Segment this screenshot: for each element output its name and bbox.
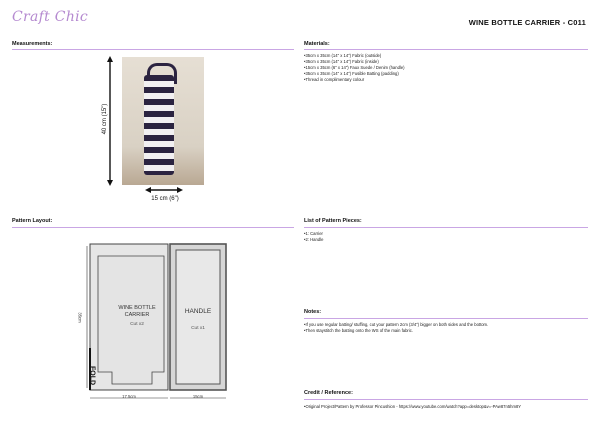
measurements-rule <box>12 49 294 50</box>
notes-list <box>304 322 588 334</box>
pattern-layout-rule <box>12 227 294 228</box>
note-item: • If you use regular batting/ stuffing, cut your pattern 2cm (3/4") bigger on both sides and the bottom. <box>304 322 588 328</box>
carrier-label-line1: WINE BOTTLE <box>118 305 156 311</box>
credit-item: • Original Project/Pattern by Professor Pincushion - https://www.youtube.com/watch?app=desktop&v=-PAw87n5hm8Y <box>304 404 588 410</box>
carrier-label-line2: CARRIER <box>124 312 150 318</box>
fold-label: FOLD <box>88 365 96 386</box>
material-item: • 15cm x 35cm (6" x 14") Faux Suede / Denim (handle) <box>304 65 588 71</box>
carrier-cut-label: Cut x2 <box>130 322 144 327</box>
pattern-pieces-list <box>304 231 588 243</box>
pattern-pieces-rule <box>304 227 588 228</box>
height-label: 40 cm (15") <box>102 103 108 135</box>
width-arrow <box>144 184 184 196</box>
pattern-pieces-heading: List of Pattern Pieces: <box>304 218 362 224</box>
credit-rule <box>304 399 588 400</box>
material-item: • 35cm x 35cm (14" x 14") Fabric (outside) <box>304 53 588 59</box>
credit-heading: Credit / Reference: <box>304 390 353 396</box>
materials-rule <box>304 49 588 50</box>
bottle-carrier-illustration <box>144 75 174 175</box>
material-item: • 35cm x 35cm (14" x 14") Fabric (inside) <box>304 59 588 65</box>
material-item: • Thread in complimentary colour <box>304 77 588 83</box>
notes-rule <box>304 318 588 319</box>
material-item: • 35cm x 35cm (14" x 14") Fusible Batting (padding) <box>304 71 588 77</box>
measurements-heading: Measurements: <box>12 41 53 47</box>
handle-label: HANDLE <box>184 308 212 315</box>
pattern-layout-heading: Pattern Layout: <box>12 218 53 224</box>
note-item: • Then staystitch the batting onto the WS of the main fabric. <box>304 328 588 334</box>
handle-cut-label: Cut x1 <box>191 326 205 331</box>
notes-heading: Notes: <box>304 309 322 315</box>
brand-logo: Craft Chic <box>12 9 89 25</box>
materials-heading: Materials: <box>304 41 330 47</box>
carrier-width-label: 17.5cm <box>122 394 136 399</box>
product-photo <box>122 57 204 185</box>
document-title: WINE BOTTLE CARRIER - C011 <box>468 18 586 27</box>
materials-list <box>304 53 588 83</box>
pattern-piece-item: • 2: Handle <box>304 237 588 243</box>
width-label: 15 cm (6") <box>151 196 179 202</box>
handle-width-label: 15cm <box>192 394 204 399</box>
pattern-piece-item: • 1: Carrier <box>304 231 588 237</box>
side-dimension-label: 35cm <box>77 312 83 323</box>
credit-list <box>304 404 588 410</box>
